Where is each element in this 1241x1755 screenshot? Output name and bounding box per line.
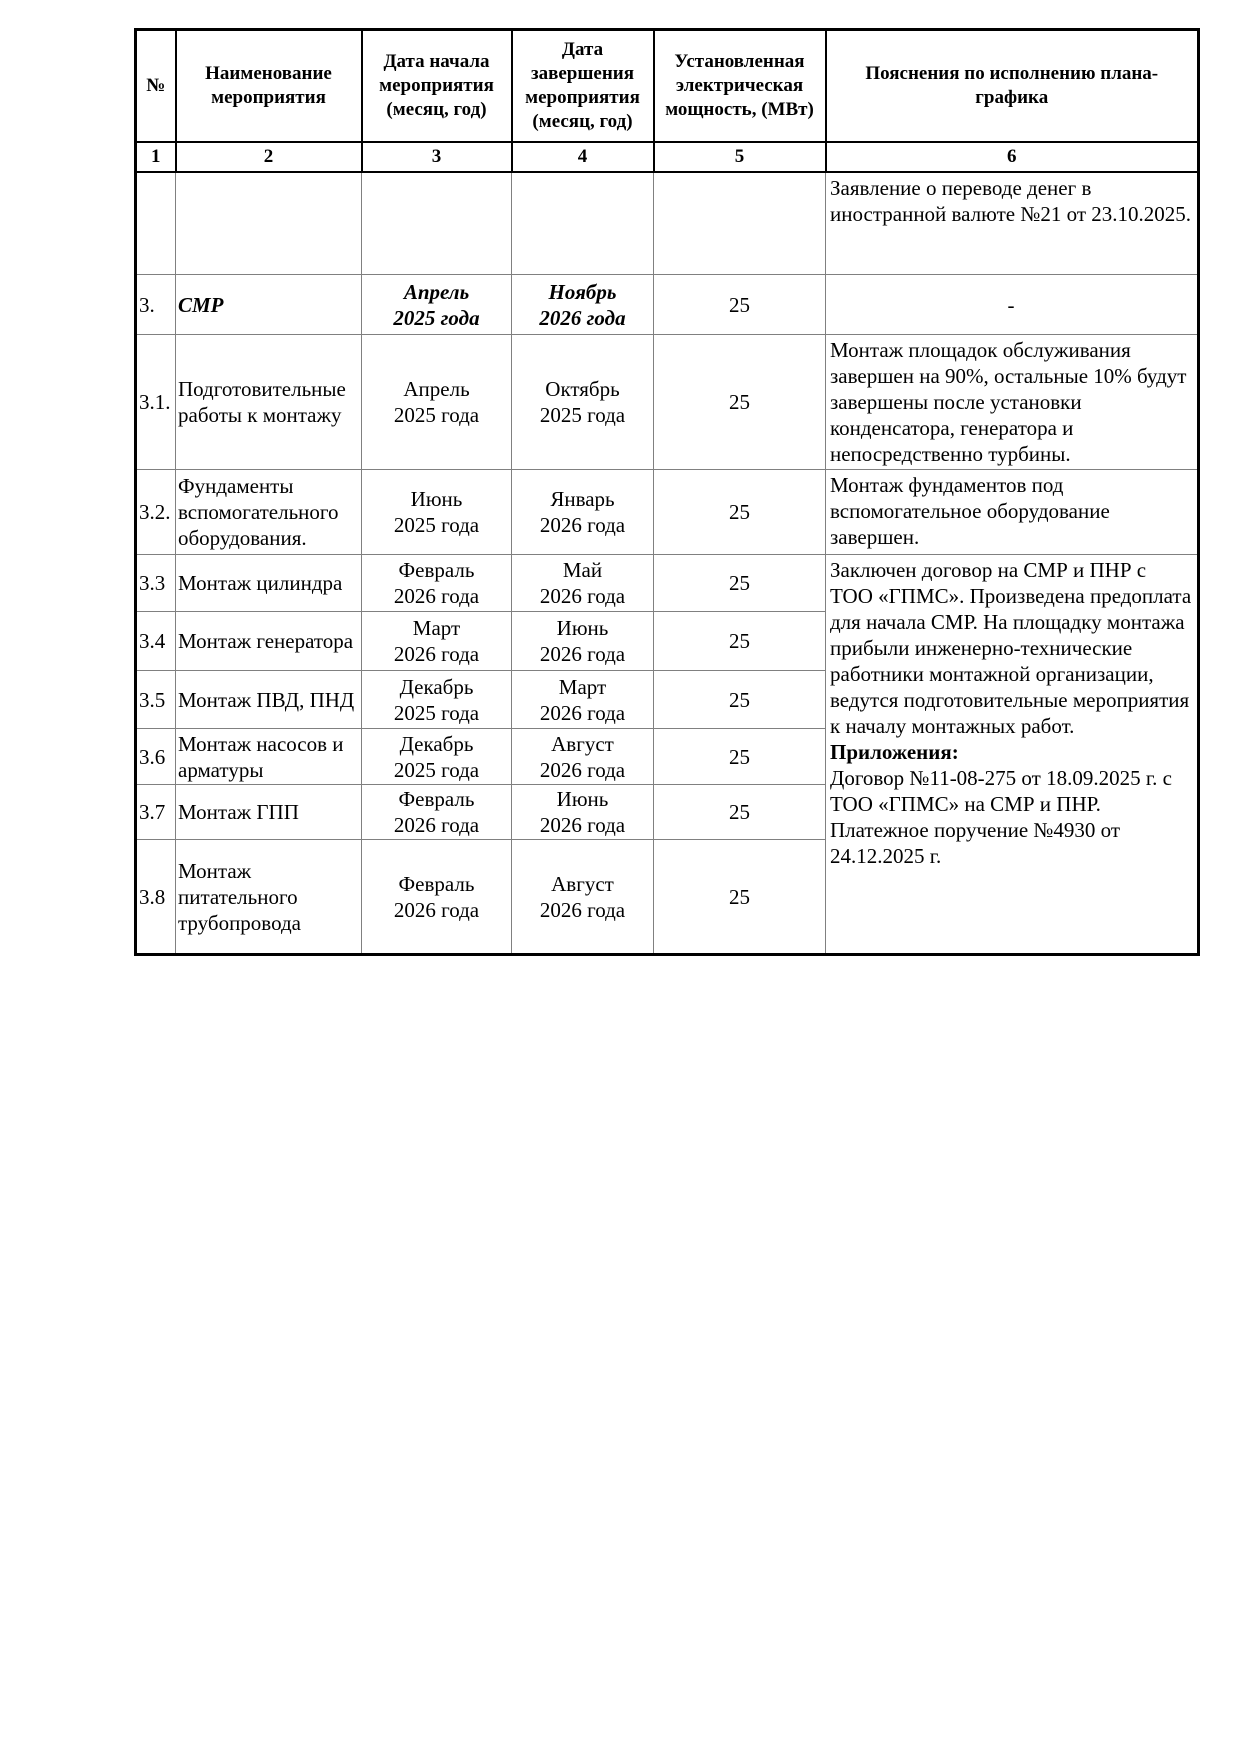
column-number-2: 2 bbox=[176, 142, 362, 172]
row-number-cell: 3.4 bbox=[136, 612, 176, 671]
end-year: 2026 года bbox=[539, 757, 626, 782]
start-date-cell bbox=[362, 335, 512, 470]
start-month: Март bbox=[412, 616, 461, 640]
row-number-cell: 3. bbox=[136, 275, 176, 335]
header-row bbox=[136, 30, 1199, 142]
end-month: Июнь bbox=[556, 616, 609, 640]
end-month: Август bbox=[551, 871, 614, 896]
end-month: Январь bbox=[550, 487, 615, 511]
empty-cell bbox=[176, 172, 362, 275]
start-month: Апрель bbox=[403, 377, 470, 401]
start-year: 2026 года bbox=[393, 897, 480, 922]
start-date-cell bbox=[362, 275, 512, 335]
activity-name-cell: Монтаж генератора bbox=[176, 612, 362, 671]
merged-note-text: Заключен договор на СМР и ПНР с ТОО «ГПМС». Произведена предоплата для начала СМР. На площадку монтажа прибыли инженерно-технические работники монтажной организации, ведутся подготовительные мероприятия к началу монтажных работ. bbox=[830, 558, 1192, 738]
merged-note-cell bbox=[826, 555, 1199, 955]
empty-cell bbox=[362, 172, 512, 275]
attachments-label: Приложения: bbox=[830, 740, 959, 764]
power-cell: 25 bbox=[654, 785, 826, 840]
empty-cell bbox=[512, 172, 654, 275]
note-cell: Монтаж фундаментов под вспомогательное оборудование завершен. bbox=[826, 470, 1199, 555]
note-cell: - bbox=[826, 275, 1199, 335]
activity-name-cell: Монтаж ГПП bbox=[176, 785, 362, 840]
end-month: Октябрь bbox=[545, 377, 620, 401]
start-year: 2025 года bbox=[393, 757, 480, 782]
note-cell: Заявление о переводе денег в иностранной валюте №21 от 23.10.2025. bbox=[826, 172, 1199, 275]
start-date-cell bbox=[362, 840, 512, 955]
start-month: Февраль bbox=[398, 871, 475, 896]
power-cell: 25 bbox=[654, 840, 826, 955]
start-year: 2026 года bbox=[393, 584, 480, 608]
start-year: 2025 года bbox=[393, 305, 480, 330]
end-date-cell bbox=[512, 275, 654, 335]
row-number-cell: 3.3 bbox=[136, 555, 176, 612]
power-cell: 25 bbox=[654, 671, 826, 729]
row-number-cell: 3.7 bbox=[136, 785, 176, 840]
column-number-1: 1 bbox=[136, 142, 176, 172]
end-month: Март bbox=[558, 674, 607, 699]
start-month: Июнь bbox=[410, 487, 463, 511]
end-month: Май bbox=[562, 558, 603, 582]
end-year: 2026 года bbox=[539, 700, 626, 725]
table-row-3-3 bbox=[136, 555, 1199, 612]
activity-name-cell: Монтаж насосов и арматуры bbox=[176, 729, 362, 785]
table-row-3-1 bbox=[136, 335, 1199, 470]
end-month: Июнь bbox=[556, 787, 609, 811]
activity-name-cell: Монтаж цилиндра bbox=[176, 555, 362, 612]
end-year: 2026 года bbox=[539, 642, 626, 666]
table-row-3-2 bbox=[136, 470, 1199, 555]
start-date-cell bbox=[362, 470, 512, 555]
row-number-cell: 3.8 bbox=[136, 840, 176, 955]
end-date-cell bbox=[512, 729, 654, 785]
end-year: 2026 года bbox=[539, 305, 626, 330]
end-date-cell bbox=[512, 470, 654, 555]
end-year: 2026 года bbox=[539, 584, 626, 608]
header-explanations-label: Пояснения по исполнению плана-графика bbox=[865, 62, 1159, 108]
end-year: 2026 года bbox=[539, 513, 626, 537]
activity-name-cell: Подготовительные работы к монтажу bbox=[176, 335, 362, 470]
note-cell: Монтаж площадок обслуживания завершен на 90%, остальные 10% будут завершены после установки конденсатора, генератора и непосредственно турбины. bbox=[826, 335, 1199, 470]
end-date-cell bbox=[512, 555, 654, 612]
attachment-item: Платежное поручение №4930 от 24.12.2025 г. bbox=[830, 818, 1121, 868]
header-cell-power: Установленная электрическая мощность, (МВт) bbox=[654, 30, 826, 142]
start-date-cell bbox=[362, 785, 512, 840]
attachment-item: Договор №11-08-275 от 18.09.2025 г. с ТОО «ГПМС» на СМР и ПНР. bbox=[830, 766, 1172, 816]
column-number-6: 6 bbox=[826, 142, 1199, 172]
start-year: 2026 года bbox=[393, 813, 480, 837]
start-month: Декабрь bbox=[399, 731, 474, 756]
table-row-3 bbox=[136, 275, 1199, 335]
column-number-row bbox=[136, 142, 1199, 172]
activity-name-cell: Монтаж питательного трубопровода bbox=[176, 840, 362, 955]
table-row-continuation bbox=[136, 172, 1199, 275]
end-year: 2026 года bbox=[539, 897, 626, 922]
activity-name-cell: Фундаменты вспомогательного оборудования. bbox=[176, 470, 362, 555]
end-year: 2025 года bbox=[539, 403, 626, 427]
start-date-cell bbox=[362, 555, 512, 612]
power-cell: 25 bbox=[654, 470, 826, 555]
header-cell-activity-name: Наименование мероприятия bbox=[176, 30, 362, 142]
column-number-5: 5 bbox=[654, 142, 826, 172]
start-date-cell bbox=[362, 729, 512, 785]
end-year: 2026 года bbox=[539, 813, 626, 837]
power-cell: 25 bbox=[654, 335, 826, 470]
start-date-cell bbox=[362, 612, 512, 671]
empty-cell bbox=[654, 172, 826, 275]
end-month: Август bbox=[551, 731, 614, 756]
row-number-cell: 3.5 bbox=[136, 671, 176, 729]
schedule-table bbox=[134, 28, 1200, 956]
power-cell: 25 bbox=[654, 729, 826, 785]
start-year: 2025 года bbox=[393, 513, 480, 537]
start-month: Февраль bbox=[398, 558, 475, 582]
empty-cell bbox=[136, 172, 176, 275]
row-number-cell: 3.6 bbox=[136, 729, 176, 785]
activity-name-cell: СМР bbox=[176, 275, 362, 335]
header-cell-number: № bbox=[136, 30, 176, 142]
end-date-cell bbox=[512, 785, 654, 840]
start-month: Апрель bbox=[403, 279, 470, 304]
start-month: Декабрь bbox=[399, 674, 474, 699]
end-date-cell bbox=[512, 671, 654, 729]
column-number-3: 3 bbox=[362, 142, 512, 172]
header-cell-end-date: Дата завершения мероприятия (месяц, год) bbox=[512, 30, 654, 142]
power-cell: 25 bbox=[654, 612, 826, 671]
end-date-cell bbox=[512, 840, 654, 955]
header-cell-explanations bbox=[826, 30, 1199, 142]
power-cell: 25 bbox=[654, 555, 826, 612]
end-month: Ноябрь bbox=[548, 279, 617, 304]
start-date-cell bbox=[362, 671, 512, 729]
power-cell: 25 bbox=[654, 275, 826, 335]
activity-name-cell: Монтаж ПВД, ПНД bbox=[176, 671, 362, 729]
start-year: 2026 года bbox=[393, 642, 480, 666]
row-number-cell: 3.1. bbox=[136, 335, 176, 470]
start-month: Февраль bbox=[398, 787, 475, 811]
end-date-cell bbox=[512, 335, 654, 470]
start-year: 2025 года bbox=[393, 403, 480, 427]
row-number-cell: 3.2. bbox=[136, 470, 176, 555]
column-number-4: 4 bbox=[512, 142, 654, 172]
start-year: 2025 года bbox=[393, 700, 480, 725]
end-date-cell bbox=[512, 612, 654, 671]
header-cell-start-date: Дата начала мероприятия (месяц, год) bbox=[362, 30, 512, 142]
